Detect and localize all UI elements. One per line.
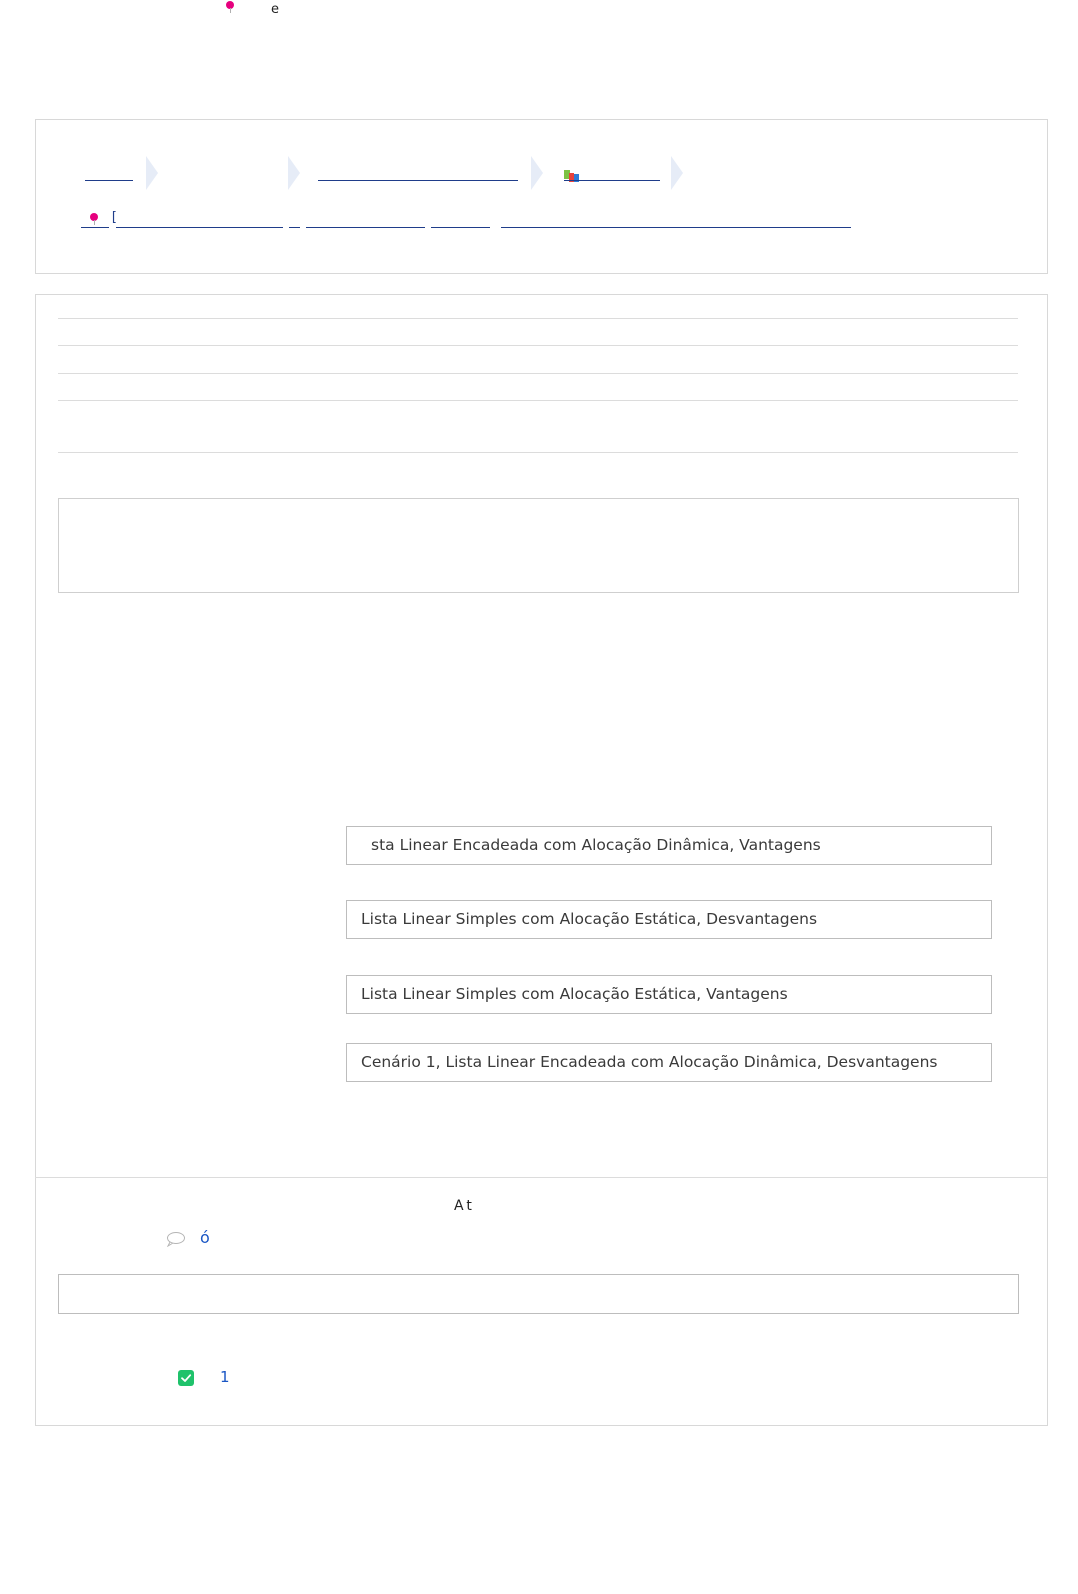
comment-input[interactable]	[58, 1274, 1019, 1314]
chevron-right-icon	[671, 156, 683, 190]
breadcrumb-link-home[interactable]	[85, 180, 133, 181]
breadcrumb-link-lesson[interactable]	[431, 227, 490, 228]
info-row-divider	[58, 400, 1018, 401]
answer-option-1[interactable]: sta Linear Encadeada com Alocação Dinâmica, Vantagens	[346, 826, 992, 865]
breadcrumb-link-sep[interactable]	[289, 227, 300, 228]
chevron-right-icon	[531, 156, 543, 190]
info-row-divider	[58, 318, 1018, 319]
pushpin-icon	[90, 213, 98, 221]
breadcrumb-link-topic[interactable]	[116, 227, 283, 228]
breadcrumb-link-activity[interactable]	[501, 227, 851, 228]
answer-option-4[interactable]: Cenário 1, Lista Linear Encadeada com Alocação Dinâmica, Desvantagens	[346, 1043, 992, 1082]
breadcrumb-link-module[interactable]	[564, 180, 660, 181]
comment-bubble-icon[interactable]	[166, 1231, 186, 1251]
breadcrumb-link-pin[interactable]	[81, 227, 109, 228]
chevron-right-icon	[288, 156, 300, 190]
question-text-box	[58, 498, 1019, 593]
check-count[interactable]: 1	[220, 1368, 230, 1386]
bracket-label: [	[110, 210, 118, 225]
comment-count[interactable]: ó	[200, 1228, 210, 1247]
check-square-icon[interactable]	[178, 1370, 194, 1386]
breadcrumb-link-unit[interactable]	[306, 227, 425, 228]
section-divider	[35, 1177, 1047, 1178]
answer-option-2[interactable]: Lista Linear Simples com Alocação Estática, Desvantagens	[346, 900, 992, 939]
chevron-right-icon	[146, 156, 158, 190]
info-row-divider	[58, 345, 1018, 346]
info-row-divider	[58, 373, 1018, 374]
pushpin-icon	[226, 1, 234, 9]
breadcrumb-panel	[35, 119, 1048, 274]
module-icon	[564, 167, 580, 186]
attempt-label: At	[454, 1198, 475, 1214]
answer-option-3[interactable]: Lista Linear Simples com Alocação Estática, Vantagens	[346, 975, 992, 1014]
info-row-divider	[58, 452, 1018, 453]
breadcrumb-link-course[interactable]	[318, 180, 518, 181]
top-bar-label: e	[271, 2, 279, 17]
